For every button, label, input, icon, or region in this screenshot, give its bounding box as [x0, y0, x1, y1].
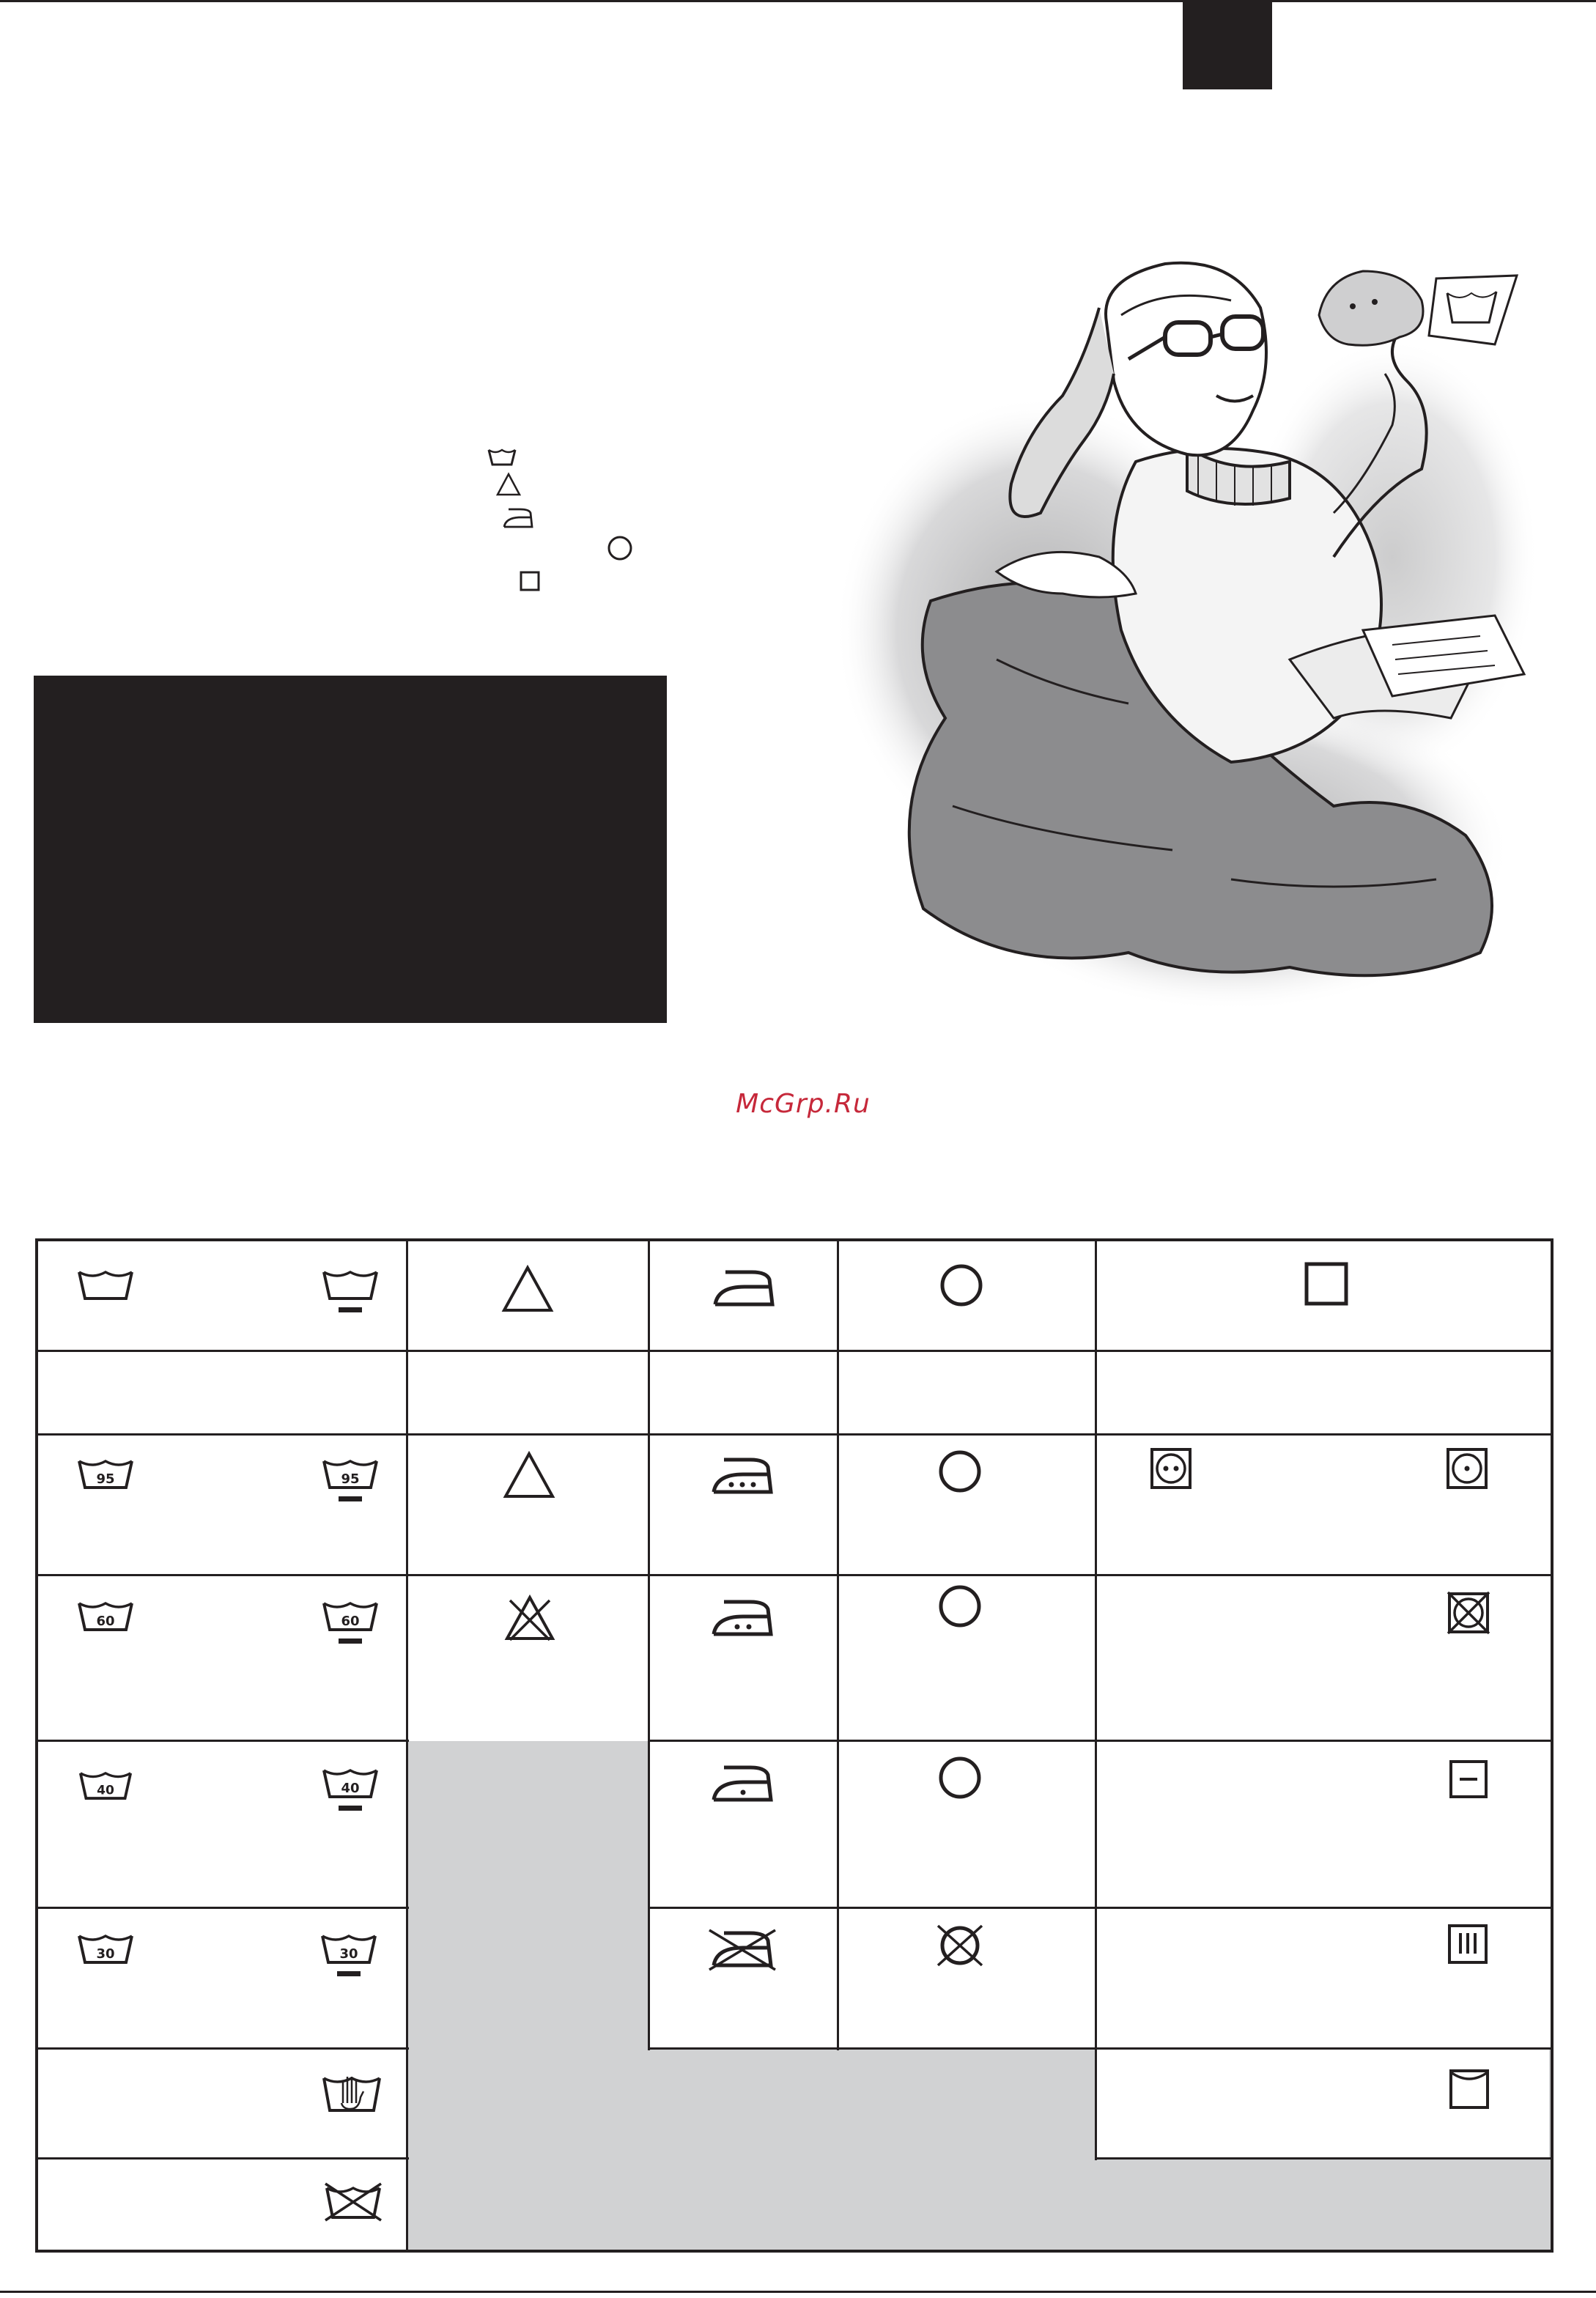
wash-60-mild-icon [321, 1597, 380, 1649]
row-div-4b [648, 1740, 1553, 1742]
no-dry-clean-icon [934, 1921, 986, 1970]
hand-wash-icon [321, 2071, 383, 2115]
border-right [1551, 1238, 1553, 2253]
border-left [35, 1238, 38, 2253]
border-top [35, 1238, 1553, 1241]
row-div-2 [35, 1433, 1553, 1436]
iron-high-icon [709, 1455, 775, 1496]
svg-text:30: 30 [339, 1946, 358, 1962]
tumble-dry-high-icon [1149, 1447, 1193, 1490]
bleach-triangle-icon [495, 472, 522, 497]
iron-icon [711, 1268, 777, 1309]
svg-text:40: 40 [341, 1781, 360, 1796]
section-tab [1183, 0, 1272, 89]
row-div-3 [35, 1574, 1553, 1576]
svg-text:30: 30 [96, 1946, 115, 1962]
dry-flat-icon [1448, 1759, 1489, 1800]
dry-clean-icon [936, 1754, 983, 1801]
woman-with-laundry-illustration [821, 249, 1539, 1019]
row-div-6a [35, 2047, 409, 2050]
wash-30-icon [76, 1930, 135, 1967]
dry-clean-icon [936, 1583, 983, 1630]
no-iron-icon [706, 1927, 778, 1973]
row-div-7b [1095, 2157, 1553, 2160]
col-div-3 [837, 1238, 839, 2050]
svg-text:95: 95 [96, 1471, 115, 1487]
row-div-5b [648, 1907, 1553, 1909]
col-div-1 [406, 1238, 408, 2253]
watermark: McGrp.Ru [736, 1089, 871, 1119]
line-dry-icon [1448, 2068, 1490, 2110]
wash-40-icon [78, 1767, 133, 1803]
wash-mild-tub-icon [321, 1266, 380, 1318]
row-div-1 [35, 1350, 1553, 1352]
bleach-allowed-icon [503, 1451, 555, 1499]
bottom-rule [0, 2291, 1596, 2293]
svg-text:60: 60 [96, 1614, 115, 1629]
iron-low-icon [709, 1763, 775, 1804]
row-div-6b [648, 2047, 1553, 2050]
do-not-wash-icon [322, 2181, 384, 2222]
care-symbols-table [35, 1238, 1553, 2253]
wash-40-mild-icon [321, 1765, 380, 1816]
wash-95-icon [76, 1455, 135, 1492]
iron-icon [501, 507, 535, 529]
drip-dry-icon [1447, 1923, 1489, 1965]
wash-60-icon [76, 1597, 135, 1634]
svg-text:40: 40 [97, 1783, 114, 1798]
grey-area-bottom-right [1095, 2159, 1551, 2251]
tumble-dry-low-icon [1445, 1447, 1489, 1490]
top-rule [0, 0, 1596, 2]
wash-tub-icon [76, 1266, 135, 1303]
wash-30-mild-icon [319, 1930, 378, 1981]
svg-text:95: 95 [341, 1471, 360, 1487]
drying-square-icon [1303, 1260, 1350, 1307]
grey-area-bleach-col [407, 1741, 649, 2251]
row-div-7 [35, 2157, 409, 2160]
row-div-4a [35, 1740, 409, 1742]
no-tumble-dry-icon [1445, 1590, 1492, 1636]
wash-tub-icon [487, 446, 517, 468]
border-bottom [35, 2250, 1553, 2253]
bleach-triangle-icon [501, 1265, 554, 1313]
wash-95-mild-icon [321, 1455, 380, 1507]
dry-clean-circle-icon [607, 535, 633, 561]
highlight-box [34, 676, 667, 1023]
iron-medium-icon [709, 1597, 775, 1638]
col-div-4 [1095, 1238, 1097, 2160]
dry-clean-circle-icon [938, 1262, 985, 1309]
svg-text:60: 60 [341, 1614, 360, 1629]
row-div-5a [35, 1907, 409, 1909]
no-bleach-icon [504, 1595, 555, 1641]
dry-clean-icon [936, 1448, 983, 1495]
tumble-dry-square-icon [519, 570, 541, 592]
col-div-2 [648, 1238, 650, 2050]
